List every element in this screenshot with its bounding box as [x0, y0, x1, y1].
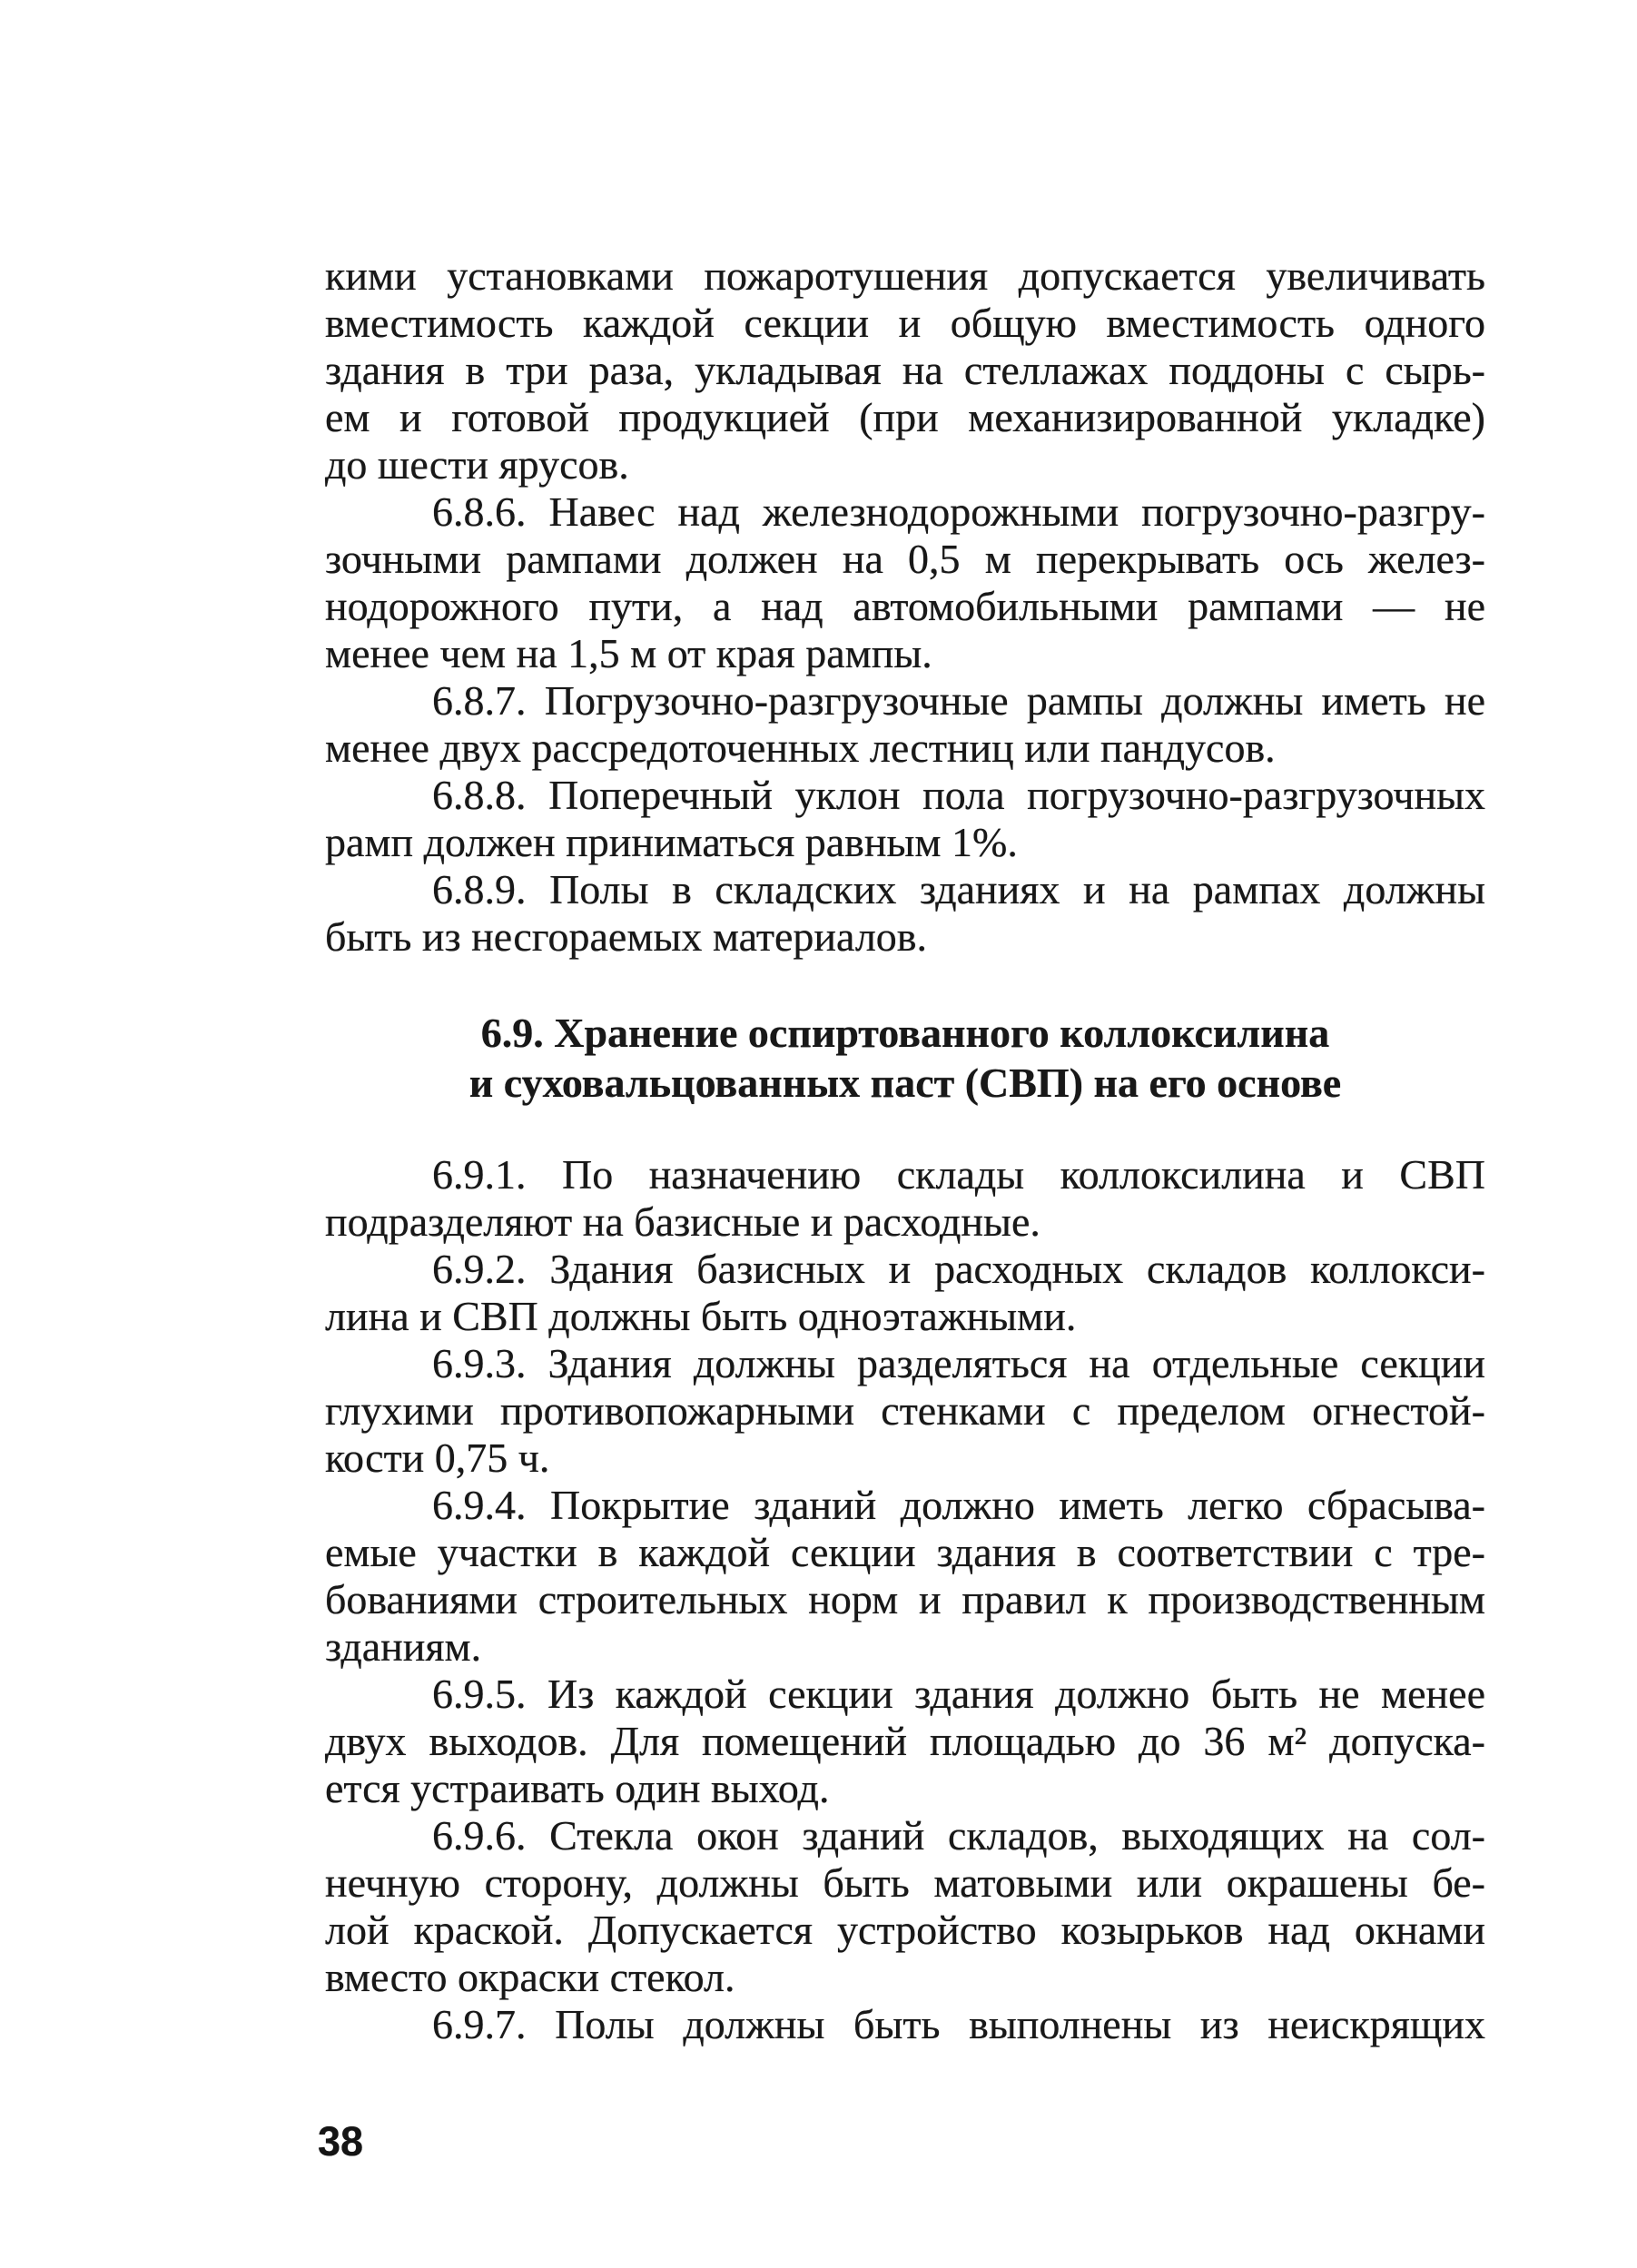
- text-line: менее чем на 1,5 м от края рампы.: [325, 630, 932, 676]
- text-line: 6.9.1. По назначению склады коллоксилина и СВП: [432, 1151, 1485, 1198]
- text-line: 6.9.3. Здания должны разделяться на отдельные секции: [432, 1340, 1485, 1386]
- text-line: двух выходов. Для помещений площадью до 36 м² допуска-: [325, 1718, 1485, 1764]
- text-line: 6.8.6. Навес над железнодорожными погрузочно-разгру-: [432, 488, 1485, 535]
- text-line: 6.9.6. Стекла окон зданий складов, выходящих на сол-: [432, 1812, 1485, 1859]
- text-line: нодорожного пути, а над автомобильными рампами — не: [325, 583, 1485, 629]
- heading-line: и суховальцованных паст (СВП) на его основе: [468, 1060, 1342, 1106]
- text-line: 6.8.7. Погрузочно-разгрузочные рампы должны иметь не: [432, 677, 1485, 724]
- text-line: 6.9.4. Покрытие зданий должно иметь легко сбрасыва-: [432, 1482, 1485, 1528]
- text-line: кости 0,75 ч.: [325, 1435, 550, 1481]
- text-line: рамп должен приниматься равным 1%.: [325, 819, 1018, 865]
- text-line: емые участки в каждой секции здания в соответствии с тре-: [325, 1529, 1485, 1575]
- text-column: [325, 252, 1485, 2048]
- text-line: вместо окраски стекол.: [325, 1954, 735, 2000]
- text-line: кими установками пожаротушения допускается увеличивать: [325, 252, 1485, 299]
- text-line: глухими противопожарными стенками с пределом огнестой-: [325, 1387, 1485, 1434]
- text-line: менее двух рассредоточенных лестниц или пандусов.: [325, 725, 1276, 771]
- text-line: 6.8.9. Полы в складских зданиях и на рампах должны: [432, 866, 1485, 912]
- text-line: подразделяют на базисные и расходные.: [325, 1198, 1040, 1245]
- heading-line: 6.9. Хранение оспиртованного коллоксилина: [480, 1010, 1330, 1056]
- text-line: лой краской. Допускается устройство козырьков над окнами: [325, 1907, 1485, 1953]
- text-line: ется устраивать один выход.: [325, 1765, 830, 1811]
- text-line: зочными рампами должен на 0,5 м перекрывать ось желез-: [325, 536, 1485, 582]
- text-line: 6.9.5. Из каждой секции здания должно быть не менее: [432, 1671, 1485, 1717]
- section-heading: [325, 1008, 1485, 1108]
- text-line: 6.9.7. Полы должны быть выполнены из неискрящих: [432, 2001, 1485, 2047]
- text-line: ем и готовой продукцией (при механизированной укладке): [325, 394, 1485, 440]
- text-line: вместимость каждой секции и общую вместимость одного: [325, 300, 1485, 346]
- text-line: быть из несгораемых материалов.: [325, 913, 928, 960]
- text-line: 6.8.8. Поперечный уклон пола погрузочно-разгрузочных: [432, 772, 1485, 818]
- text-line: здания в три раза, укладывая на стеллажах поддоны с сырь-: [325, 347, 1485, 393]
- text-line: 6.9.2. Здания базисных и расходных складов коллокси-: [432, 1246, 1485, 1292]
- text-line: до шести ярусов.: [325, 441, 629, 488]
- text-line: лина и СВП должны быть одноэтажными.: [325, 1293, 1077, 1339]
- page-number: 38: [318, 2118, 364, 2164]
- text-line: нечную сторону, должны быть матовыми или окрашены бе-: [325, 1859, 1485, 1906]
- text-line: бованиями строительных норм и правил к производственным: [325, 1576, 1485, 1622]
- text-line: зданиям.: [325, 1623, 482, 1670]
